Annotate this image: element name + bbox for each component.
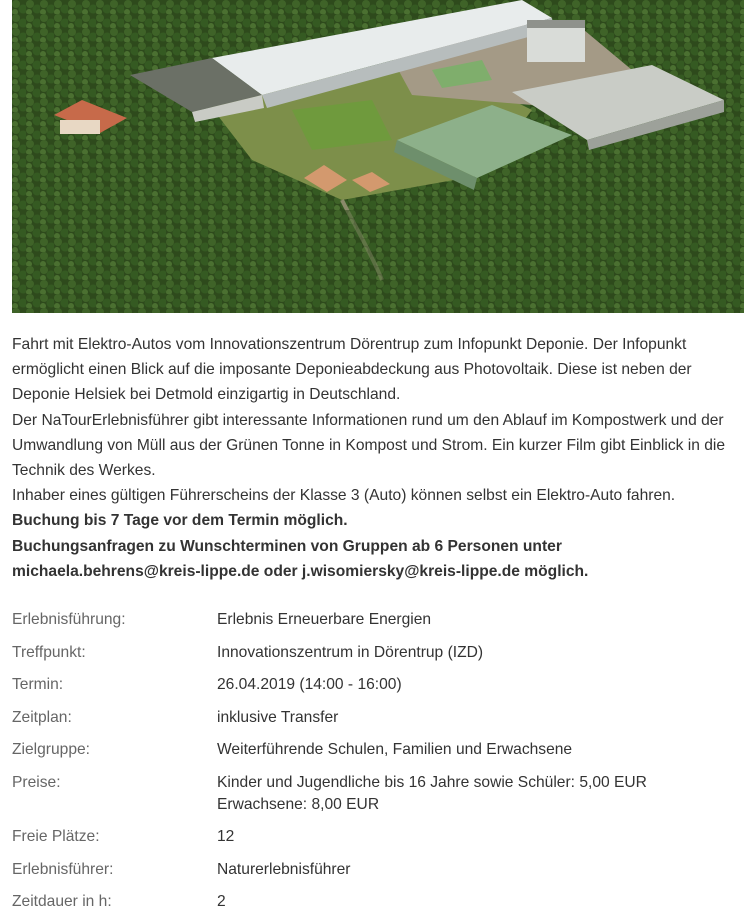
detail-row-erlebnisfuehrung <box>12 609 747 631</box>
detail-label: Zeitdauer in h: <box>12 893 112 910</box>
detail-value: Erlebnis Erneuerbare Energien <box>217 611 432 628</box>
description-paragraph: Inhaber eines gültigen Führerscheins der Klasse 3 (Auto) können selbst ein Elektro-Auto fahren. <box>12 487 676 505</box>
price-line: Kinder und Jugendliche bis 16 Jahre sowie Schüler: 5,00 EUR <box>217 773 647 791</box>
detail-value: 2 <box>217 893 226 910</box>
detail-value: Weiterführende Schulen, Familien und Erwachsene <box>217 741 573 758</box>
detail-row-preise <box>12 772 747 816</box>
detail-label: Erlebnisführung: <box>12 611 126 628</box>
description-paragraph: Fahrt mit Elektro-Autos vom Innovationszentrum Dörentrup zum Infopunkt Deponie. Der Infopunkt ermöglicht einen Blick auf die imposante Deponieabdeckung aus Photovoltaik. Diese ist neben der Deponie Helsiek bei Detmold einzigartig in Deutschland. <box>12 336 692 404</box>
detail-value: 26.04.2019 (14:00 - 16:00) <box>217 676 402 693</box>
detail-row-zeitplan <box>12 707 747 729</box>
detail-row-zielgruppe <box>12 739 747 761</box>
booking-note: Buchung bis 7 Tage vor dem Termin möglich. <box>12 512 348 530</box>
detail-label: Preise: <box>12 773 61 791</box>
price-line: Erwachsene: 8,00 EUR <box>217 795 380 813</box>
detail-value: inklusive Transfer <box>217 708 339 726</box>
event-details-list <box>12 609 747 924</box>
detail-row-treffpunkt <box>12 642 747 664</box>
detail-label: Zeitplan: <box>12 708 72 726</box>
event-description <box>12 332 747 584</box>
aerial-photo-image <box>12 0 744 313</box>
detail-row-erlebnisfuehrer <box>12 859 747 881</box>
detail-label: Termin: <box>12 676 64 693</box>
group-booking-note: Buchungsanfragen zu Wunschterminen von Gruppen ab 6 Personen unter michaela.behrens@kreis-lippe.de oder j.wisomiersky@kreis-lippe.de möglich. <box>12 537 589 580</box>
detail-row-termin <box>12 674 747 696</box>
detail-label: Erlebnisführer: <box>12 860 114 878</box>
detail-value <box>217 772 647 816</box>
detail-label: Freie Plätze: <box>12 828 100 845</box>
detail-value: Innovationszentrum in Dörentrup (IZD) <box>217 643 484 661</box>
detail-row-freie-plaetze <box>12 826 747 848</box>
detail-value: 12 <box>217 828 235 845</box>
description-paragraph: Der NaTourErlebnisführer gibt interessante Informationen rund um den Ablauf im Kompostwerk und der Umwandlung von Müll aus der Grünen Tonne in Kompost und Strom. Ein kurzer Film gibt Einblick in die Technik des Werkes. <box>12 411 726 480</box>
detail-label: Zielgruppe: <box>12 741 91 758</box>
detail-value: Naturerlebnisführer <box>217 860 351 878</box>
detail-label: Treffpunkt: <box>12 643 86 661</box>
detail-row-zeitdauer <box>12 891 747 913</box>
